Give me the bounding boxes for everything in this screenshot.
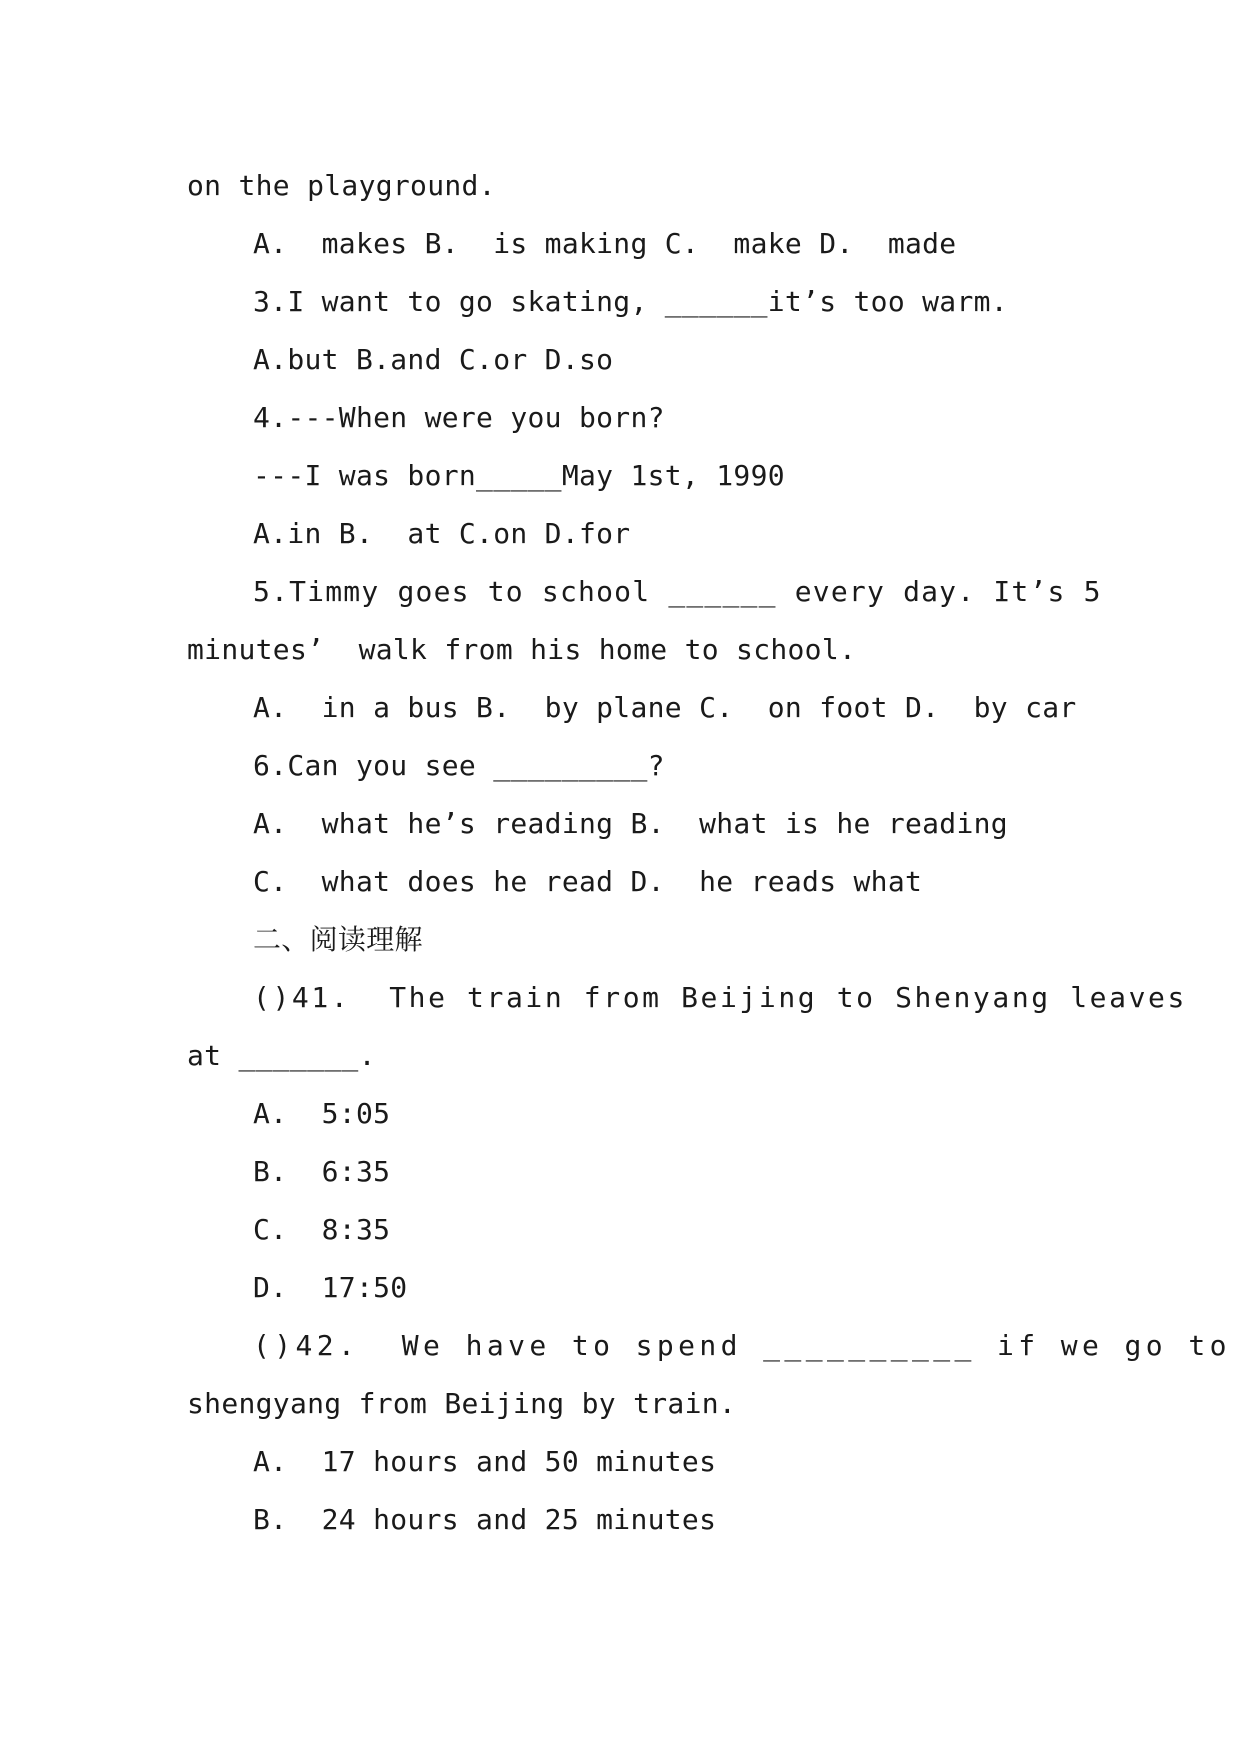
q41-option-a: A. 5:05 [253, 1097, 391, 1130]
q3-question: 3.I want to go skating, ______it’s too warm. [253, 285, 1008, 318]
q42-question-cont: shengyang from Beijing by train. [187, 1387, 737, 1420]
q41-option-b: B. 6:35 [253, 1155, 391, 1188]
q4-options: A.in B. at C.on D.for [253, 517, 631, 550]
q3-options: A.but B.and C.or D.so [253, 343, 614, 376]
q41-option-c: C. 8:35 [253, 1213, 391, 1246]
text-line: on the playground. [187, 169, 496, 202]
section-heading: 二、阅读理解 [253, 923, 423, 956]
q5-question: 5.Timmy goes to school ______ every day. It’s 5 [253, 575, 1102, 608]
q6-options-cd: C. what does he read D. he reads what [253, 865, 923, 898]
q41-option-d: D. 17:50 [253, 1271, 408, 1304]
q2-options: A. makes B. is making C. make D. made [253, 227, 957, 260]
q41-question: ()41. The train from Beijing to Shenyang leaves [253, 981, 1187, 1014]
q6-question: 6.Can you see _________? [253, 749, 665, 782]
q4-answer-line: ---I was born_____May 1st, 1990 [253, 459, 785, 492]
q41-question-cont: at _______. [187, 1039, 376, 1072]
q5-question-cont: minutes’ walk from his home to school. [187, 633, 857, 666]
q4-question: 4.---When were you born? [253, 401, 665, 434]
q42-option-a: A. 17 hours and 50 minutes [253, 1445, 717, 1478]
q42-option-b: B. 24 hours and 25 minutes [253, 1503, 717, 1536]
q5-options: A. in a bus B. by plane C. on foot D. by car [253, 691, 1077, 724]
q6-options-ab: A. what he’s reading B. what is he reading [253, 807, 1008, 840]
q42-question: ()42. We have to spend __________ if we go to [253, 1329, 1231, 1362]
